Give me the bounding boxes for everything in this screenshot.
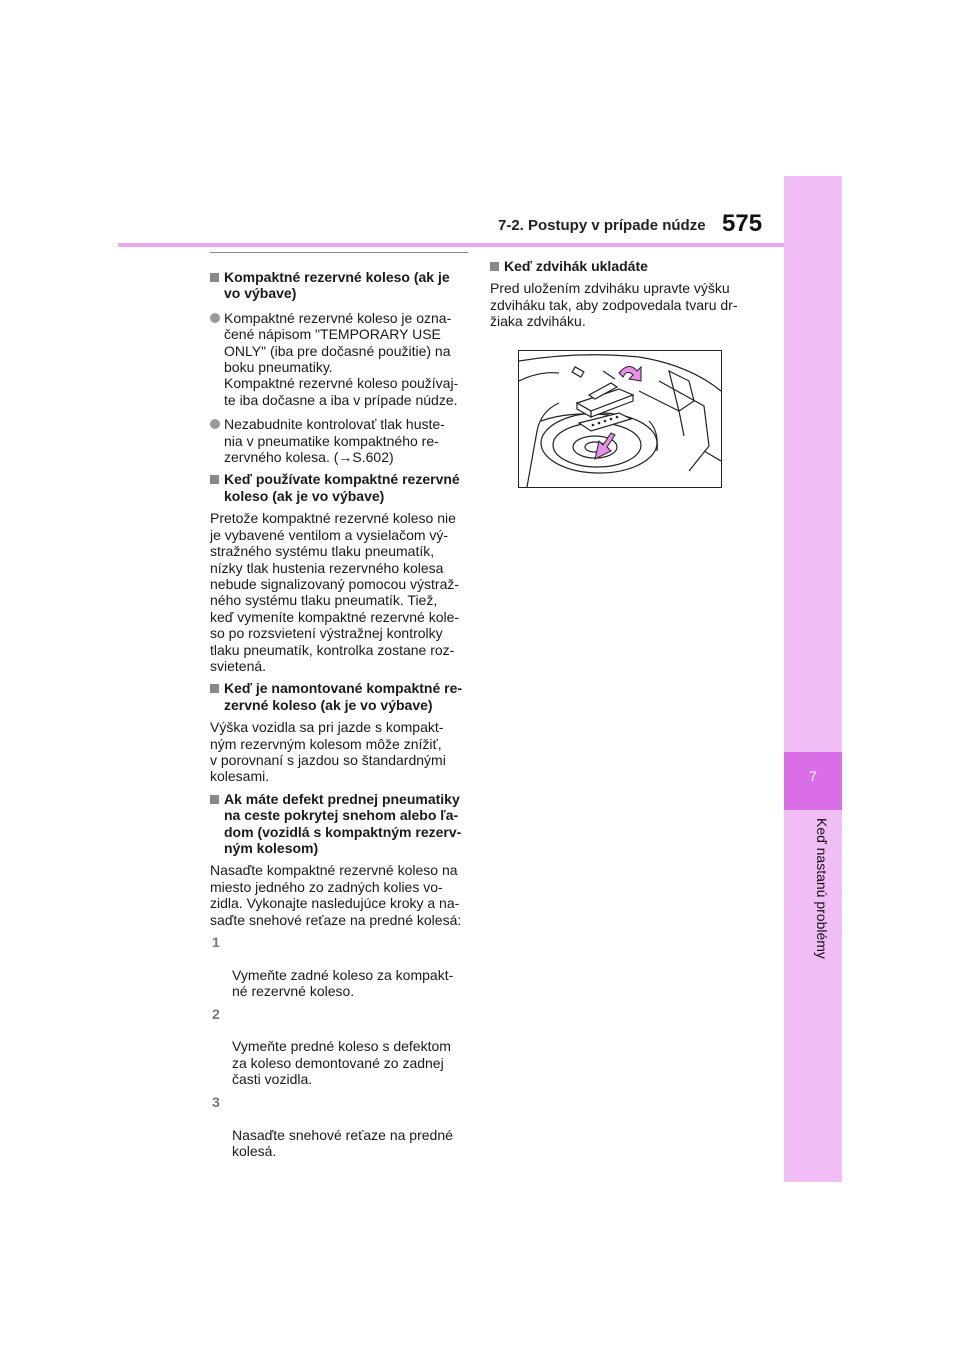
heading-spare-mounted: Keď je namontované kompaktné re- zervné koleso (ak je vo výbave) [210, 680, 468, 713]
step-3 [210, 1094, 468, 1160]
header-divider [118, 243, 784, 247]
paragraph-using-spare: Pretože kompaktné rezervné koleso nie je vybavené ventilom a vysielačom vý- stražného systému tlaku pneumatík, nízky tlak hustenia rezervného kolesa nebude signalizovaný pomocou výstraž- ného systému tlaku pneumatík. Tiež, keď vymeníte kompaktné rezervné kole- so po rozsvietení výstražnej kontrolky tlaku pneumatík, kontrolka zostane roz- svietená. [210, 510, 460, 674]
step-number: 3 [212, 1093, 220, 1110]
bullet-check-pressure: Nezabudnite kontrolovať tlak huste- nia v pneumatike kompaktného re- zervného kolesa. (→S.602) [210, 416, 468, 465]
section-rule [210, 252, 468, 253]
section-title: 7-2. Postupy v prípade núdze [498, 217, 706, 234]
heading-front-tire-defect: Ak máte defekt prednej pneumatiky na ceste pokrytej snehom alebo ľa- dom (vozidlá s kompaktným rezerv- ným kolesom) [210, 791, 468, 857]
step-number: 2 [212, 1005, 220, 1022]
heading-compact-spare: Kompaktné rezervné koleso (ak je vo výbave) [210, 269, 468, 302]
step-1 [210, 934, 468, 1000]
jack-storage-illustration [518, 350, 722, 488]
step-text: Vymeňte zadné koleso za kompakt- né rezervné koleso. [232, 966, 454, 1000]
step-text: Nasaďte snehové reťaze na predné kolesá. [232, 1126, 453, 1159]
chapter-number: 7 [809, 768, 817, 784]
heading-using-spare: Keď používate kompaktné rezervné koleso (ak je vo výbave) [210, 471, 468, 504]
step-2 [210, 1006, 468, 1088]
step-number: 1 [212, 934, 220, 951]
page-number: 575 [722, 210, 763, 237]
paragraph-spare-mounted: Výška vozidla sa pri jazde s kompakt- ným rezervným kolesom môže znížiť, v porovnaní s jazdou so štandardnými kolesami. [210, 719, 446, 785]
paragraph-front-tire-defect: Nasaďte kompaktné rezervné koleso na miesto jedného zo zadných kolies vo- zidla. Vykonajte nasledujúce kroky a na- saďte snehové reťaze na predné kolesá: [210, 862, 462, 928]
chapter-side-tab [784, 176, 842, 1182]
left-column [210, 252, 468, 1159]
step-text: Vymeňte predné koleso s defektom za koleso demontované zo zadnej časti vozidla. [232, 1038, 451, 1088]
bullet-temporary-use: Kompaktné rezervné koleso je ozna- čené nápisom "TEMPORARY USE ONLY" (iba pre dočasné použitie) na boku pneumatiky. Kompaktné rezervné koleso používaj- te iba dočasne a iba v prípade núdze. [210, 310, 468, 408]
right-column [490, 252, 750, 488]
heading-storing-jack: Keď zdvihák ukladáte [490, 258, 750, 274]
paragraph-storing-jack: Pred uložením zdviháku upravte výšku zdviháku tak, aby zodpovedala tvaru dr- žiaka zdviháku. [490, 280, 738, 330]
trunk-jack-drawing [519, 351, 721, 487]
chapter-title: Keď nastanú problémy [814, 818, 830, 959]
